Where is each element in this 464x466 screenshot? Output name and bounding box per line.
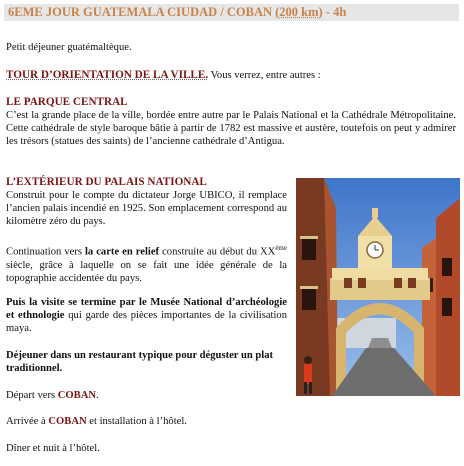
- relief-text-2: construite au début du XX: [159, 246, 276, 258]
- arrive-line: [6, 415, 187, 428]
- tour-line: [6, 69, 321, 82]
- tour-title: TOUR D’ORIENTATION DE LA VILLE.: [6, 69, 209, 81]
- depart-text: Départ vers: [6, 390, 58, 401]
- arrive-city: COBAN: [48, 416, 87, 427]
- palais-text: Construit pour le compte du dictateur Jorge UBICO, il remplace l’ancien palais incendié en 1925. Son emplacement correspond au kilomètre zéro du pays.: [6, 190, 287, 227]
- arrive-end: et installation à l’hôtel.: [86, 416, 187, 427]
- musee-bold: Puis la visite se termine par le Musée National d’archéologie et ethnologie: [6, 297, 287, 321]
- relief-text-3: siècle, grâce à laquelle on se fait une idée générale de la topographie accidentée du pays.: [6, 259, 287, 284]
- dinner-text: Dîner et nuit à l’hôtel.: [6, 443, 100, 454]
- day-header-distance: (200 km): [275, 5, 323, 19]
- day-header-prefix: 6EME JOUR GUATEMALA CIUDAD / COBAN: [8, 5, 276, 19]
- day-header-duration: - 4h: [322, 5, 347, 19]
- parque-text: C’est la grande place de la ville, bordée entre autre par le Palais National et la Cathédrale Métropolitaine. Cette cathédrale de style baroque bâtie à partir de 1782 est massive et austère, toutefois on peut y admirer les trésors (statues des saints) de l’ancienne cathédrale d’Antigua.: [6, 110, 456, 147]
- palais-title: L’EXTÉRIEUR DU PALAIS NATIONAL: [6, 176, 207, 188]
- parque-title: LE PARQUE CENTRAL: [6, 96, 128, 108]
- depart-end: .: [96, 390, 99, 401]
- depart-city: COBAN: [57, 390, 97, 401]
- relief-paragraph: [6, 242, 287, 285]
- musee-text: qui garde des pièces importantes de la civilisation maya.: [6, 310, 288, 334]
- tour-text: Vous verrez, entre autres :: [208, 70, 321, 81]
- arrive-text: Arrivée à: [6, 416, 49, 427]
- relief-text-1: Continuation vers: [6, 246, 85, 258]
- relief-bold: la carte en relief: [84, 246, 160, 258]
- depart-line: [6, 389, 99, 402]
- breakfast-text: Petit déjeuner guatémaltèque.: [6, 42, 132, 53]
- arch-photo: [296, 178, 460, 396]
- day-header: [4, 4, 459, 21]
- lunch-text: Déjeuner dans un restaurant typique pour déguster un plat traditionnel.: [6, 350, 274, 374]
- musee-paragraph: [6, 296, 287, 335]
- relief-sup: ème: [275, 244, 287, 252]
